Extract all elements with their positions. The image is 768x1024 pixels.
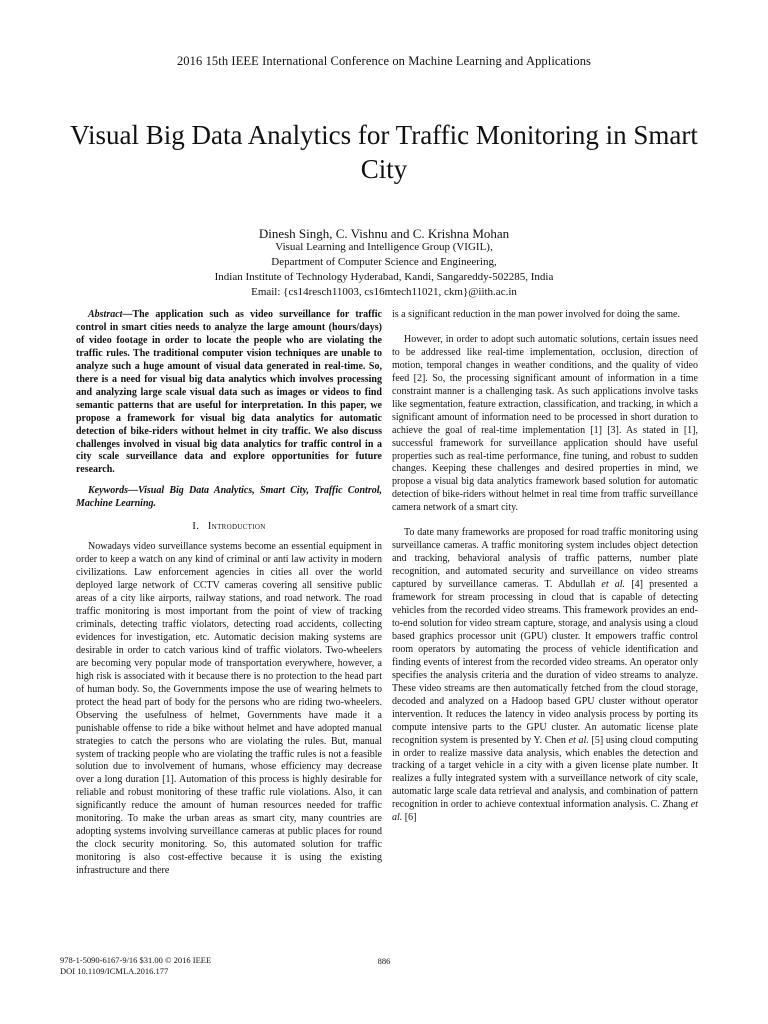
abstract-label: Abstract: [88, 309, 123, 320]
paragraph-text: [4] presented a framework for stream processing in cloud that is capable of detecting vehicles from the recorded video streams. This framework provides an end-to-end solution for video stream capture, storage, and analysis using a cloud based graphics processor unit (GPU) cluster. It empowers traffic control room operators by automating the process of vehicle identification and finding events of interest from the recorded video streams. An operator only specifies the analysis criteria and the duration of video streams to analyze. These video streams are then automatically fetched from the cloud storage, decoded and analyzed on a Hadoop based GPU cluster without operator intervention. It reduces the latency in video analysis process by porting its compute intensive parts to the GPU cluster. An automatic license plate recognition system is presented by Y. Chen: [392, 579, 698, 746]
paragraph-text: To date many frameworks are proposed for road traffic monitoring using surveillance cameras. A traffic monitoring system includes object detection and tracking, behavioral analysis of traffic patterns, number plate recognition, and automated security and surveillance on video streams captured by surveillance cameras. T. Abdullah: [392, 527, 698, 591]
section-heading-introduction: [76, 521, 382, 534]
citation-etal: et al.: [568, 734, 589, 746]
page-number: 886: [377, 956, 391, 966]
affiliation-institute: Indian Institute of Technology Hyderabad, Kandi, Sangareddy-502285, India: [214, 271, 554, 283]
keywords: [76, 485, 382, 511]
keywords-label: Keywords: [88, 485, 128, 497]
author-email: Email: {cs14resch11003, cs16mtech11021, ckm}@iith.ac.in: [251, 286, 517, 298]
intro-paragraph-3: [392, 527, 698, 825]
paragraph-text: [6]: [402, 812, 417, 824]
intro-paragraph-2: However, in order to adopt such automatic solutions, certain issues need to be addressed like real-time implementation, occlusion, direction of motion, temporal changes in weather conditions, and the quality of video feed [2]. So, the processing significant amount of information in a time constraint manner is a challenging task. As such applications involve tasks like segmentation, feature extraction, classification, and tracking, in which a significant amount of information need to be processed in short duration to achieve the goal of real-time implementation [1] [3]. As stated in [1], successful framework for surveillance application should have useful properties such as real-time performance, fine tuning, and robust to sudden changes. Keeping these challenges and desired properties in mind, we propose a visual big data analytics framework based solution for automatic detection of bike-riders without helmet in real time from traffic surveillance camera network of a smart city.: [392, 333, 698, 514]
author-list: Dinesh Singh, C. Vishnu and C. Krishna Mohan: [258, 226, 510, 241]
intro-paragraph-1: Nowadays video surveillance systems become an essential equipment in order to keep a watch on any kind of criminal or anti law activity in modern civilizations. Law enforcement agencies in cities all over the world deployed large network of CCTV cameras covering all sensitive public areas of a city like airports, railway stations, and road network. The road traffic monitoring is most important from the point of view of tracking criminals, detecting traffic violators, detecting road accidents, collecting evidences for investigation, etc. Automatic decision making systems are desirable in order to catch various kind of traffic violators. Two-wheelers are becoming very popular mode of transportation everywhere, however, a high risk is associated with it because there is no protection to the head part of human body. So, the Governments impose the use of wearing helmets to protect the head part of body for the persons who are riding two-wheelers. Observing the usefulness of helmet, Governments have made it a punishable offense to ride a bike without helmet and have adopted manual strategies to catch the persons who are violating the rules. But, manual system of tracking people who are violating the traffic rules is not a feasible solution due to involvement of humans, whose efficiency may decrease over a long duration [1]. Automation of this process is highly desirable for reliable and robust monitoring of these traffic rule violations. Also, it can significantly reduce the amount of human resources needed for traffic monitoring. To make the urban areas as smart city, many countries are adopting systems involving surveillance cameras at public places for round the clock security monitoring. So, this automated solution for traffic monitoring is also cost-effective because it is using the existing infrastructure and there: [76, 541, 382, 877]
citation-etal: et al.: [392, 799, 698, 824]
citation-etal: et al.: [601, 579, 626, 591]
conference-header: 2016 15th IEEE International Conference on Machine Learning and Applications: [176, 54, 592, 68]
affiliation-block: [0, 240, 768, 300]
right-column: [392, 309, 698, 825]
abstract: [76, 309, 382, 477]
affiliation-group: Visual Learning and Intelligence Group (VIGIL),: [275, 241, 493, 253]
footer-isbn: 978-1-5090-6167-9/16 $31.00 © 2016 IEEE: [60, 955, 212, 965]
intro-paragraph-continued: is a significant reduction in the man power involved for doing the same.: [392, 309, 680, 320]
left-column: [76, 309, 382, 878]
keywords-text: —Visual Big Data Analytics, Smart City, Traffic Control, Machine Learning.: [76, 485, 382, 510]
footer-doi: DOI 10.1109/ICMLA.2016.177: [60, 966, 169, 976]
paper-title: Visual Big Data Analytics for Traffic Monitoring in Smart City: [70, 120, 698, 184]
section-title: Introduction: [207, 521, 266, 533]
paragraph-text: [5] using cloud computing in order to realize massive data analysis, which enables the detection and tracking of a target vehicle in a city with a given license plate number. It realizes a fully integrated system with a surveillance network of city scale, automatic large scale data retrieval and analysis, and combination of pattern recognition in order to achieve contextual information analysis. C. Zhang: [392, 734, 698, 811]
section-number: I.: [192, 521, 200, 533]
abstract-text: —The application such as video surveillance for traffic control in smart cities needs to analyze the large amount (hours/days) of video footage in order to locate the people who are violating the traffic rules. The traditional computer vision techniques are unable to analyze such a huge amount of visual data generated in real-time. So, there is a need for visual big data analytics which involves processing and analyzing large scale visual data such as images or videos to find semantic patterns that are useful for interpretation. In this paper, we propose a framework for visual big data analytics for automatic detection of bike-riders without helmet in city traffic. We also discuss challenges involved in visual big data analytics for traffic control in a city scale surveillance data and explore opportunities for future research.: [76, 309, 382, 476]
affiliation-department: Department of Computer Science and Engineering,: [271, 256, 497, 268]
